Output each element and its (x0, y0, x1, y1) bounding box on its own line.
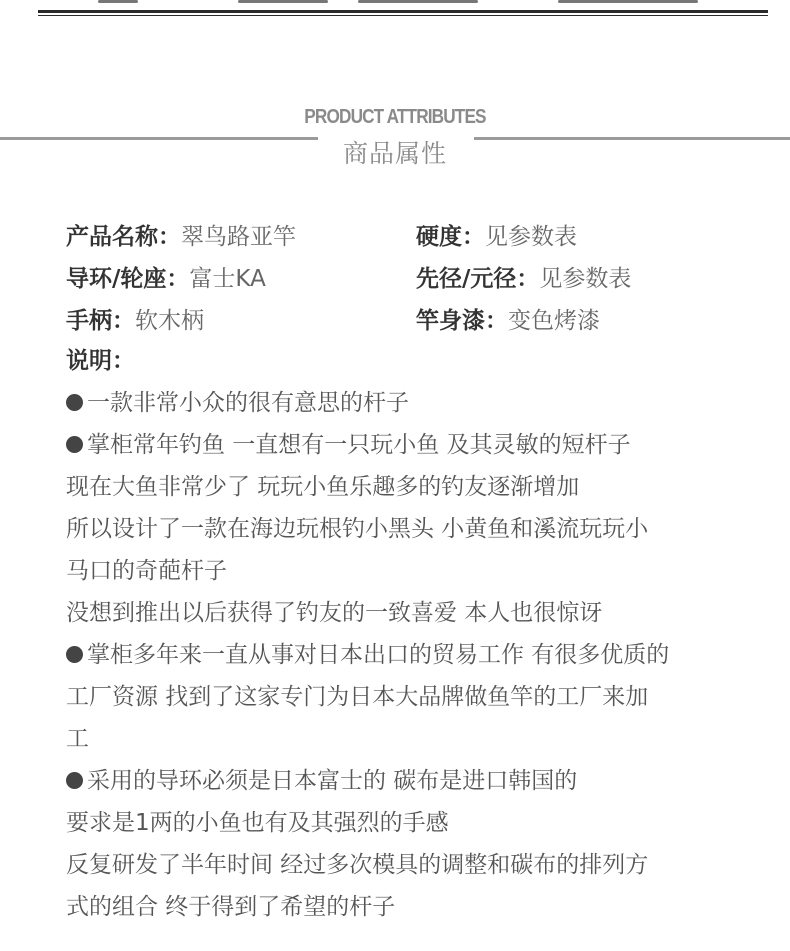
attribute-key: 产品名称： (66, 224, 181, 250)
description-text: 马口的奇葩杆子 (66, 558, 227, 584)
description-text: 没想到推出以后获得了钓友的一致喜爱 本人也很惊讶 (66, 600, 603, 626)
description-line (66, 592, 766, 634)
attribute-key: 导环/轮座： (66, 266, 190, 292)
description-text: 掌柜多年来一直从事对日本出口的贸易工作 有很多优质的 (87, 642, 670, 668)
attribute-key: 手柄： (66, 308, 135, 334)
attribute-value: 富士KA (189, 266, 266, 292)
attribute-value: 见参数表 (485, 224, 577, 250)
description-line (66, 424, 766, 466)
attribute-value: 翠鸟路亚竿 (181, 224, 296, 250)
description-text: 要求是1两的小鱼也有及其强烈的手感 (66, 810, 449, 836)
description-line (66, 802, 766, 844)
description-label: 说明： (66, 348, 135, 374)
description-line (66, 676, 766, 718)
description-line (66, 760, 766, 802)
attribute-value: 变色烤漆 (508, 308, 600, 334)
description-body (66, 382, 766, 928)
description-line (66, 466, 766, 508)
attribute-tip-butt-diameter (416, 258, 631, 300)
section-title-en: PRODUCT ATTRIBUTES (304, 106, 486, 128)
description-text: 掌柜常年钓鱼 一直想有一只玩小鱼 及其灵敏的短杆子 (87, 432, 631, 458)
description-line (66, 508, 766, 550)
attribute-handle (66, 300, 204, 342)
attribute-key: 竿身漆： (416, 308, 508, 334)
top-divider-thin (38, 15, 768, 16)
description-text: 采用的导环必须是日本富士的 碳布是进口韩国的 (87, 768, 578, 794)
attribute-hardness (416, 216, 577, 258)
description-line (66, 844, 766, 886)
description-text: 式的组合 终于得到了希望的杆子 (66, 894, 396, 920)
bullet-icon (66, 436, 83, 453)
top-decoration (38, 0, 768, 6)
description-line (66, 550, 766, 592)
attribute-row (66, 216, 766, 258)
description-text: 工厂资源 找到了这家专门为日本大品牌做鱼竿的工厂来加 (66, 684, 649, 710)
description-line (66, 634, 766, 676)
attribute-value: 见参数表 (539, 266, 632, 292)
attribute-key: 先径/元径： (416, 266, 540, 292)
bullet-icon (66, 394, 83, 411)
top-divider (38, 10, 768, 13)
description-line (66, 382, 766, 424)
attribute-finish (416, 300, 600, 342)
attribute-product-name (66, 216, 296, 258)
description-line (66, 886, 766, 928)
attribute-value: 软木柄 (135, 308, 204, 334)
description-line (66, 718, 766, 760)
description-text: 工 (66, 726, 89, 752)
description-text: 一款非常小众的很有意思的杆子 (87, 390, 409, 416)
description-text: 所以设计了一款在海边玩根钓小黑头 小黄鱼和溪流玩玩小 (66, 516, 649, 542)
description-text: 现在大鱼非常少了 玩玩小鱼乐趣多的钓友逐渐增加 (66, 474, 580, 500)
bullet-icon (66, 646, 83, 663)
bullet-icon (66, 772, 83, 789)
attributes-list (66, 216, 766, 342)
attribute-guide-reel-seat (66, 258, 266, 300)
attribute-key: 硬度： (416, 224, 485, 250)
section-title-cn: 商品属性 (342, 139, 447, 168)
attribute-row (66, 300, 766, 342)
description-text: 反复研发了半年时间 经过多次模具的调整和碳布的排列方 (66, 852, 649, 878)
attribute-row (66, 258, 766, 300)
